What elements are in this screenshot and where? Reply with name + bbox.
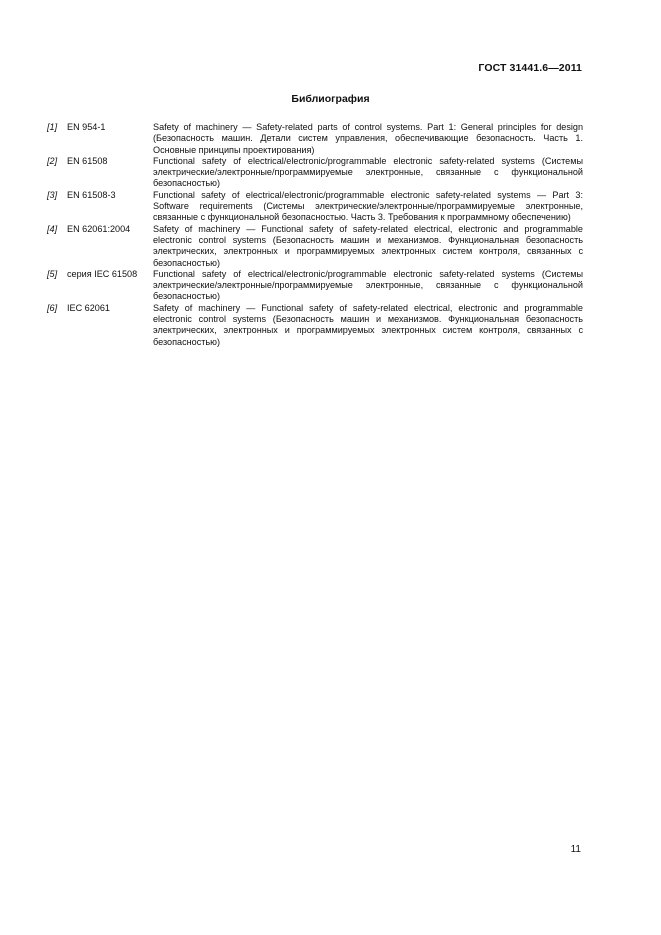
entry-description: Functional safety of electrical/electronic/programmable electronic safety-related systems (Системы электрические/электронные/программируемые электронные, связанные с функциональной безопасностью) xyxy=(153,155,583,189)
entry-description: Functional safety of electrical/electronic/programmable electronic safety-related systems (Системы электрические/электронные/программируемые электронные, связанные с функциональной безопасностью) xyxy=(153,268,583,302)
bibliography-list xyxy=(47,122,583,348)
entry-description: Safety of machinery — Safety-related parts of control systems. Part 1: General principles for design (Безопасность машин. Детали систем управления, обеспечивающие безопасность. Часть 1. Основные принципы проектирования) xyxy=(153,122,583,155)
bibliography-entry-1 xyxy=(47,122,583,156)
entry-number: [6] xyxy=(47,302,58,313)
entry-code: EN 954-1 xyxy=(67,122,106,132)
entry-code: серия IEC 61508 xyxy=(67,268,138,279)
entry-number: [3] xyxy=(47,189,58,200)
bibliography-entry-6 xyxy=(47,303,583,348)
entry-code: IEC 62061 xyxy=(67,302,110,313)
entry-code: EN 62061:2004 xyxy=(67,223,131,234)
bibliography-entry-3 xyxy=(47,190,583,224)
entry-number: [2] xyxy=(47,155,58,166)
entry-description: Functional safety of electrical/electronic/programmable electronic safety-related systems — Part 3: Software requirements (Системы электрические/электронные/программируемые электронные, связанные с функциональной безопасностью. Часть 3. Требования к программному обеспечению) xyxy=(153,189,583,223)
entry-code: EN 61508-3 xyxy=(67,189,116,200)
entry-description: Safety of machinery — Functional safety of safety-related electrical, electronic and programmable electronic control systems (Безопасность машин и механизмов. Функциональная безопасность электрических, электронных и программируемых электронных систем контроля, связанных с безопасностью) xyxy=(153,302,583,347)
entry-number: [4] xyxy=(47,223,58,234)
entry-code: EN 61508 xyxy=(67,155,108,166)
bibliography-entry-2 xyxy=(47,156,583,190)
entry-number: [1] xyxy=(47,122,58,132)
document-code: ГОСТ 31441.6—2011 xyxy=(478,62,582,74)
page-number: 11 xyxy=(570,844,581,855)
bibliography-entry-5 xyxy=(47,269,583,303)
entry-description: Safety of machinery — Functional safety of safety-related electrical, electronic and programmable electronic control systems (Безопасность машин и механизмов. Функциональная безопасность электрических, электронных и программируемых электронных систем контроля, связанных с безопасностью) xyxy=(153,223,583,268)
entry-number: [5] xyxy=(47,268,58,279)
bibliography-entry-4 xyxy=(47,224,583,269)
section-title: Библиография xyxy=(291,93,370,105)
